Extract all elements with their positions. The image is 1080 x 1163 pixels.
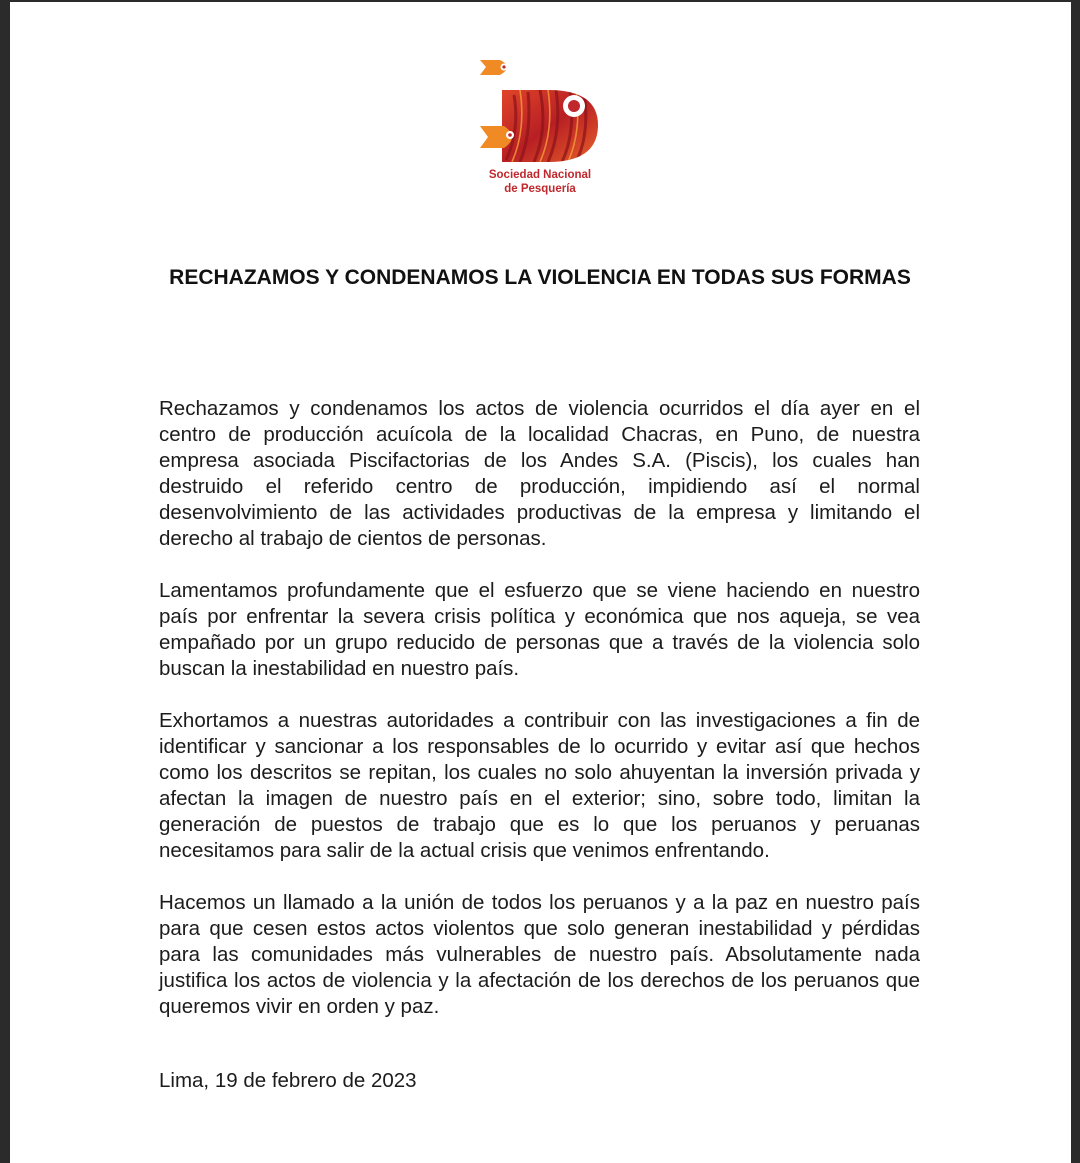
paragraph: Hacemos un llamado a la unión de todos los peruanos y a la paz en nuestro país para que cesen estos actos violentos que solo generan inestabilidad y pérdidas para las comunidades más vulnerables de nuestro país. Absolutamente nada justifica los actos de violencia y la afectación de los derechos de los peruanos que queremos vivir en orden y paz. bbox=[159, 891, 920, 1018]
organization-name-line1: Sociedad Nacional bbox=[488, 169, 592, 181]
organization-name-line2: de Pesquería bbox=[504, 183, 576, 195]
statement-headline: RECHAZAMOS Y CONDENAMOS LA VIOLENCIA EN TODAS SUS FORMAS bbox=[169, 266, 911, 289]
organization-name bbox=[440, 168, 640, 196]
paragraph: Rechazamos y condenamos los actos de violencia ocurridos el día ayer en el centro de producción acuícola de la localidad Chacras, en Puno, de nuestra empresa asociada Piscifactorias de los Andes S.A. (Piscis), los cuales han destruido el referido centro de producción, impidiendo así el normal desenvolvimiento de las actividades productivas de la empresa y limitando el derecho al trabajo de cientos de personas. bbox=[159, 397, 920, 550]
place-date-signoff: Lima, 19 de febrero de 2023 bbox=[159, 1069, 417, 1092]
paragraph: Exhortamos a nuestras autoridades a contribuir con las investigaciones a fin de identificar y sancionar a los responsables de lo ocurrido y evitar así que hechos como los descritos se repitan, los cuales no solo ahuyentan la inversión privada y afectan la imagen de nuestro país en el exterior; sino, sobre todo, limitan la generación de puestos de trabajo que es lo que los peruanos y peruanas necesitamos para salir de la actual crisis que venimos enfrentando. bbox=[159, 709, 920, 862]
statement-body bbox=[159, 396, 920, 1046]
paragraph: Lamentamos profundamente que el esfuerzo que se viene haciendo en nuestro país por enfrentar la severa crisis política y económica que nos aqueja, se vea empañado por un grupo reducido de personas que a través de la violencia solo buscan la inestabilidad en nuestro país. bbox=[159, 579, 920, 680]
